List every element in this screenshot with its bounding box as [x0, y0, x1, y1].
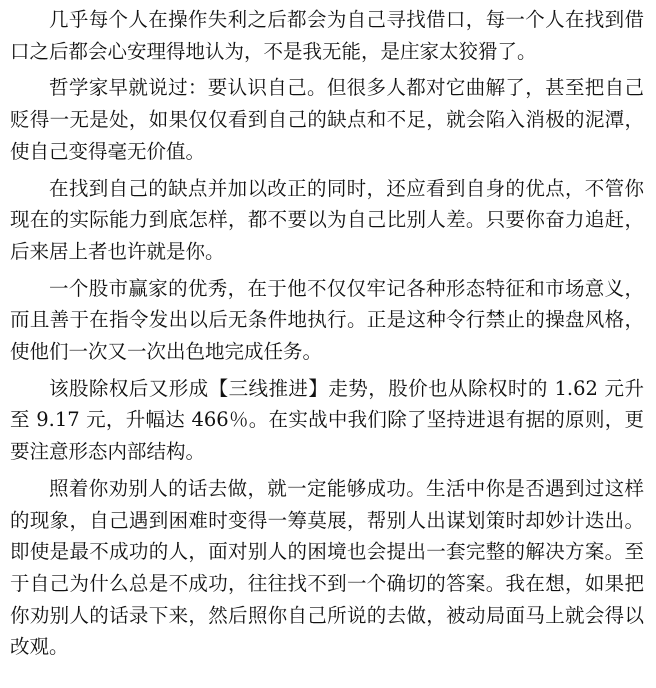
- paragraph-5: 该股除权后又形成【三线推进】走势，股价也从除权时的 1.62 元升至 9.17 元，升幅达 466％。在实战中我们除了坚持进退有据的原则，更要注意形态内部结构。: [10, 376, 644, 464]
- paragraph-2: 哲学家早就说过：要认识自己。但很多人都对它曲解了，甚至把自己贬得一无是处，如果仅仅看到自己的缺点和不足，就会陷入消极的泥潭，使自己变得毫无价值。: [10, 76, 644, 163]
- paragraph-6: 照着你劝别人的话去做，就一定能够成功。生活中你是否遇到过这样的现象，自己遇到困难时变得一筹莫展，帮别人出谋划策时却妙计迭出。即使是最不成功的人，面对别人的困境也会提出一套完整的解决方案。至于自己为什么总是不成功，往往找不到一个确切的答案。我在想，如果把你劝别人的话录下来，然后照你自己所说的去做，被动局面马上就会得以改观。: [10, 476, 644, 659]
- paragraph-4: 一个股市赢家的优秀，在于他不仅仅牢记各种形态特征和市场意义，而且善于在指令发出以后无条件地执行。正是这种令行禁止的操盘风格，使他们一次又一次出色地完成任务。: [10, 276, 644, 364]
- paragraph-1: 几乎每个人在操作失利之后都会为自己寻找借口，每一个人在找到借口之后都会心安理得地认为，不是我无能，是庄家太狡猾了。: [10, 8, 644, 63]
- paragraph-3: 在找到自己的缺点并加以改正的同时，还应看到自身的优点，不管你现在的实际能力到底怎样，都不要以为自己比别人差。只要你奋力追赶，后来居上者也许就是你。: [10, 176, 644, 263]
